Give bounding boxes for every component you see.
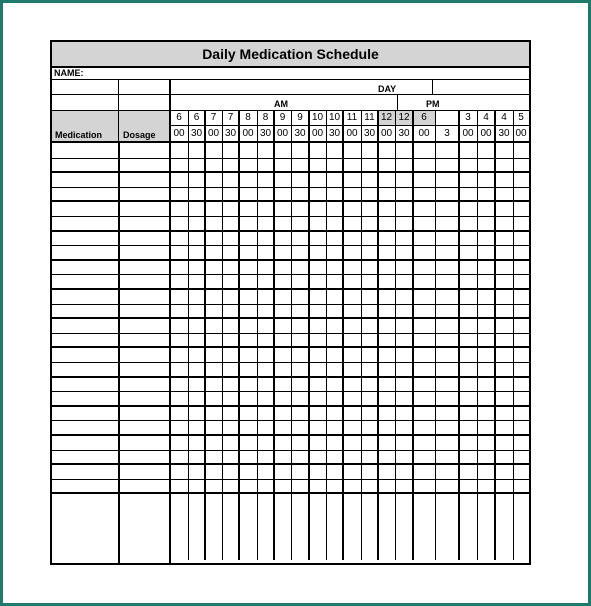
table-row[interactable] [52,479,529,493]
table-row[interactable] [52,318,529,333]
name-row-line [52,79,529,80]
medication-schedule-sheet [50,40,531,565]
hour-label: 6 [193,112,200,123]
minute-label: 00 [346,127,358,139]
table-row[interactable] [52,450,529,464]
medication-header-divider [118,80,119,142]
table-row[interactable] [52,333,529,347]
hour-label: 10 [311,112,324,123]
dosage-header: Dosage [123,130,156,140]
day-row-line [52,94,529,95]
table-row[interactable] [52,172,529,187]
name-label: NAME: [54,68,84,78]
minute-label: 30 [398,127,410,139]
minute-label: 30 [259,127,272,139]
table-row[interactable] [52,245,529,260]
medication-header: Medication [55,130,103,140]
hour-label: 5 [518,112,524,123]
minute-label: 3 [444,127,450,139]
minute-label: 30 [498,127,510,139]
hour-label: 9 [279,112,286,123]
table-row[interactable] [52,377,529,391]
minute-label: 00 [276,127,289,139]
hour-label: 7 [210,112,217,123]
am-label: AM [274,99,288,109]
minute-label: 00 [515,127,527,139]
hour-label: 8 [262,112,269,123]
am-pm-divider [397,95,398,110]
hour-label: 9 [297,112,303,123]
table-row[interactable] [52,406,529,420]
pm-label: PM [426,99,440,109]
table-row[interactable] [52,391,529,406]
table-row[interactable] [52,274,529,289]
table-row[interactable] [52,289,529,304]
hour-label: 7 [227,112,234,123]
minute-label: 00 [242,127,254,139]
table-row[interactable] [52,143,529,158]
hour-label [435,111,459,125]
minute-label: 30 [294,127,306,139]
table-row[interactable] [52,260,529,274]
table-row[interactable] [52,362,529,377]
table-row[interactable] [52,304,529,318]
minute-label: 00 [380,127,393,139]
hour-label: 6 [421,112,427,123]
hour-label: 10 [328,112,341,123]
hour-label: 4 [501,112,507,123]
day-label: DAY [378,84,397,94]
minute-label: 30 [224,127,237,139]
minute-label: 00 [480,127,492,139]
hour-label: 4 [483,112,489,123]
table-row[interactable] [52,216,529,231]
minute-label: 00 [462,127,474,139]
table-row[interactable] [52,464,529,479]
minute-label: 30 [363,127,376,139]
minute-label: 00 [418,127,430,139]
minute-label: 30 [190,127,203,139]
hour-label: 12 [380,112,393,123]
hour-label: 12 [398,112,410,123]
table-row[interactable] [52,435,529,450]
table-row[interactable] [52,187,529,201]
minute-label: 30 [328,127,341,139]
table-row[interactable] [52,231,529,245]
table-row[interactable] [52,347,529,362]
hour-label: 6 [176,112,182,123]
hour-label: 11 [364,112,375,123]
row-line [52,492,529,494]
table-row[interactable] [52,158,529,172]
hour-label: 11 [346,112,358,123]
day-cell-divider [432,80,433,95]
table-row[interactable] [52,201,529,216]
schedule-title: Daily Medication Schedule [52,42,529,68]
minute-label: 00 [173,127,185,139]
hour-label: 8 [245,112,251,123]
minute-label: 00 [311,127,324,139]
table-row[interactable] [52,420,529,435]
minute-label: 00 [207,127,220,139]
hour-label: 3 [465,112,471,123]
